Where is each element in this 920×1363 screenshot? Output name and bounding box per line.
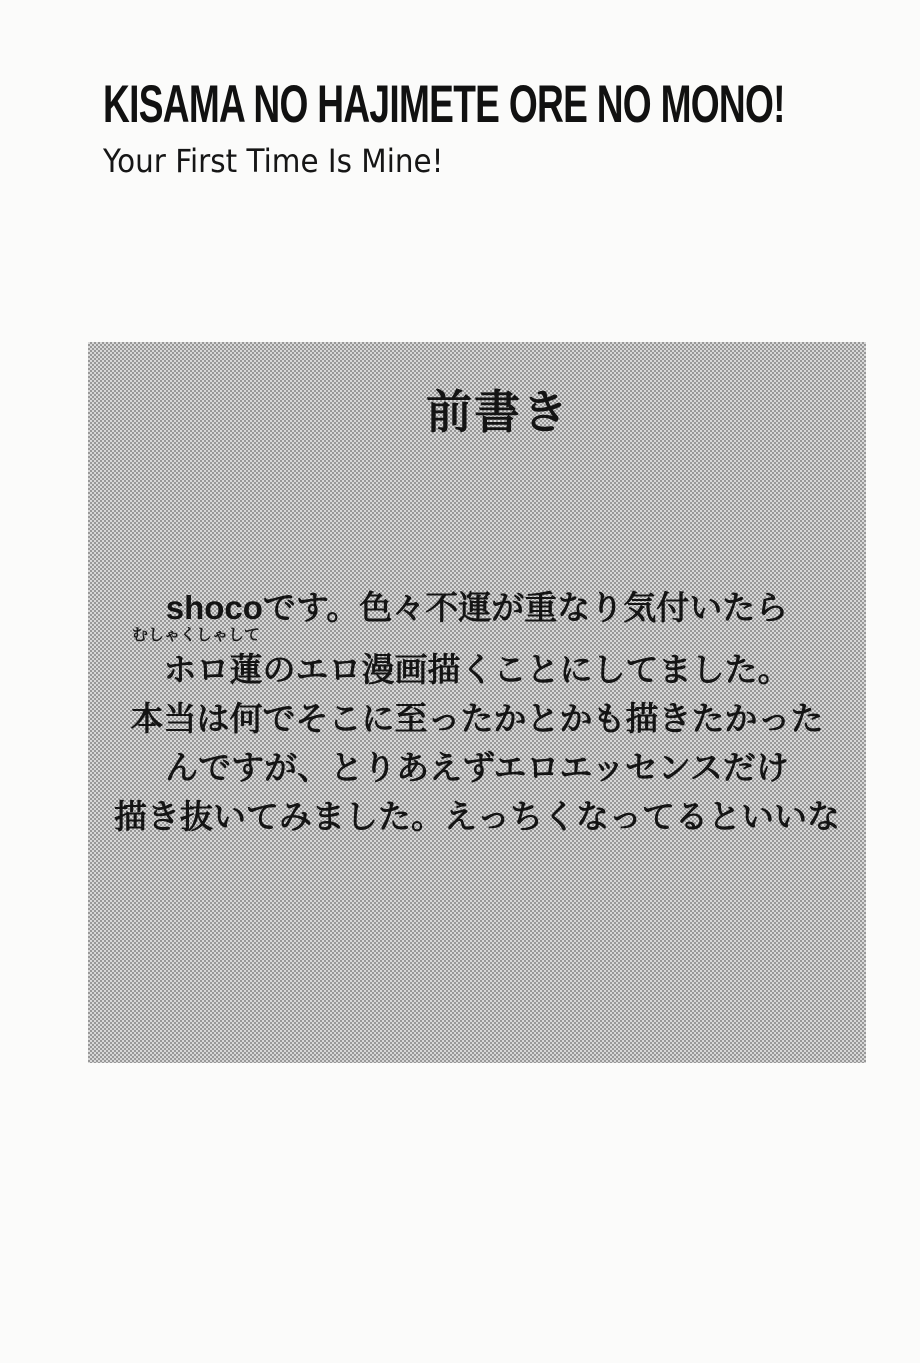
title-block xyxy=(103,75,920,180)
foreword-line: 描き抜いてみました。えっちくなってるといいな xyxy=(114,798,840,835)
foreword-line: 本当は何でそこに至ったかとかも描きたかった xyxy=(130,700,824,737)
foreword-ruby-annotation: むしゃくしゃして xyxy=(132,627,261,644)
page-subtitle: Your First Time Is Mine! xyxy=(103,142,444,180)
page-title: KISAMA NO HAJIMETE ORE NO MONO! xyxy=(103,75,785,134)
foreword-line: shocoです。色々不運が重なり気付いたら xyxy=(165,589,789,626)
foreword-line: ホロ蓮のエロ漫画描くことにしてました。 xyxy=(163,651,791,688)
foreword-text xyxy=(88,583,866,841)
foreword-heading: 前書き xyxy=(426,386,570,438)
foreword-box xyxy=(88,342,866,1063)
foreword-line: んですが、とりあえずエロエッセンスだけ xyxy=(165,749,789,786)
